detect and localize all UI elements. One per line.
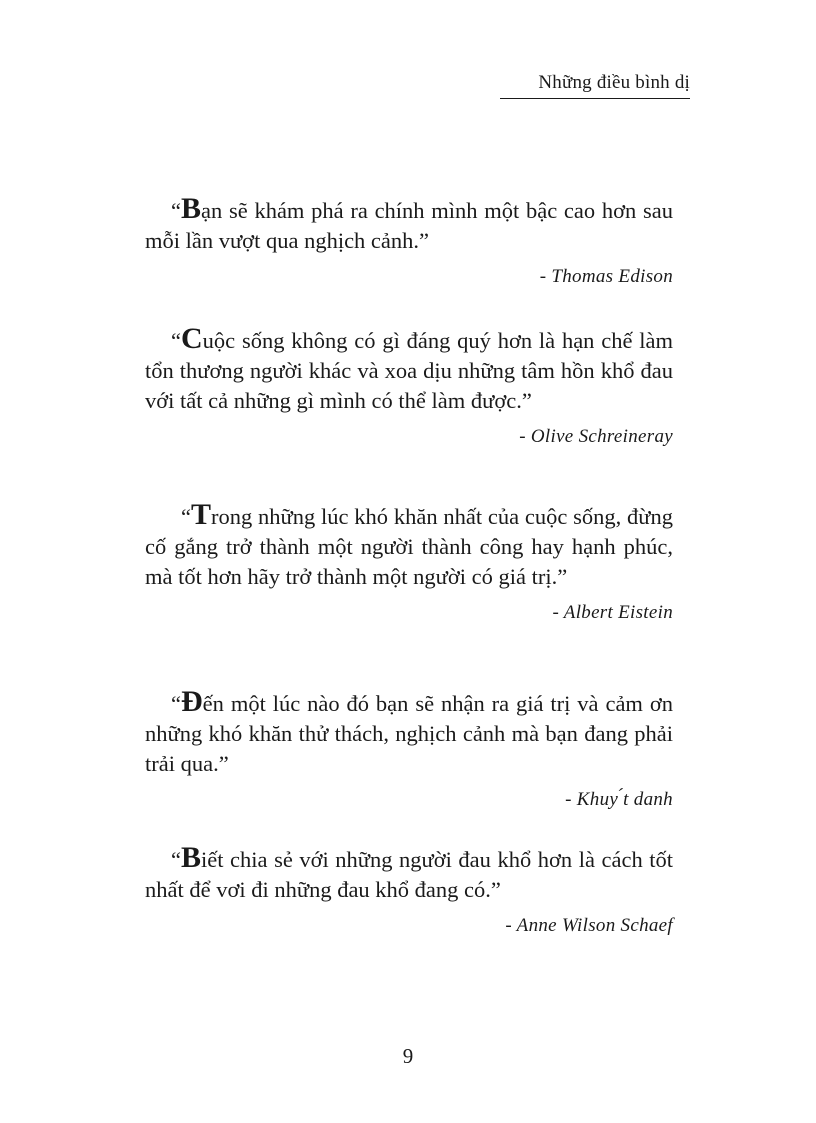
quote-block-5 [145,841,673,937]
quote-block-4 [145,685,673,811]
quote-author: - Khuy ́t danh [565,789,673,810]
quote-initial-letter: T [191,498,212,531]
quote-block-1 [145,192,673,288]
open-quote-mark: “ [171,691,181,716]
quote-initial-letter: Đ [181,685,203,718]
quote-author: - Thomas Edison [539,266,673,287]
quote-text [145,685,673,779]
quote-block-2 [145,322,673,448]
quote-initial-letter: B [181,192,202,225]
open-quote-mark: “ [181,504,191,529]
running-header-title: Những điều bình dị [500,72,690,99]
quote-body: ến một lúc nào đó bạn sẽ nhận ra giá trị và cảm ơn những khó khăn thử thách, nghịch cảnh mà bạn đang phải trải qua.” [145,691,673,776]
quote-initial-letter: C [181,322,203,355]
quote-body: rong những lúc khó khăn nhất của cuộc sống, đừng cố gắng trở thành một người thành công hay hạnh phúc, mà tốt hơn hãy trở thành một người có giá trị.” [145,504,673,589]
quote-initial-letter: B [181,841,202,874]
quote-body: ạn sẽ khám phá ra chính mình một bậc cao hơn sau mỗi lần vượt qua nghịch cảnh.” [145,198,673,253]
quote-author: - Olive Schreineray [519,426,673,447]
open-quote-mark: “ [171,847,181,872]
quote-block-3 [145,498,673,624]
quote-author: - Albert Eistein [552,602,673,623]
quote-body: uộc sống không có gì đáng quý hơn là hạn chế làm tổn thương người khác và xoa dịu những tâm hồn khổ đau với tất cả những gì mình có thể làm được.” [145,328,673,413]
page-number: 9 [402,1044,414,1068]
quote-author: - Anne Wilson Schaef [505,915,673,936]
quote-text [145,322,673,416]
open-quote-mark: “ [171,328,181,353]
quote-text [145,192,673,256]
open-quote-mark: “ [171,198,181,223]
quote-text [145,841,673,905]
quote-text [145,498,673,592]
quote-body: iết chia sẻ với những người đau khổ hơn là cách tốt nhất để vơi đi những đau khổ đang có.” [145,847,673,902]
